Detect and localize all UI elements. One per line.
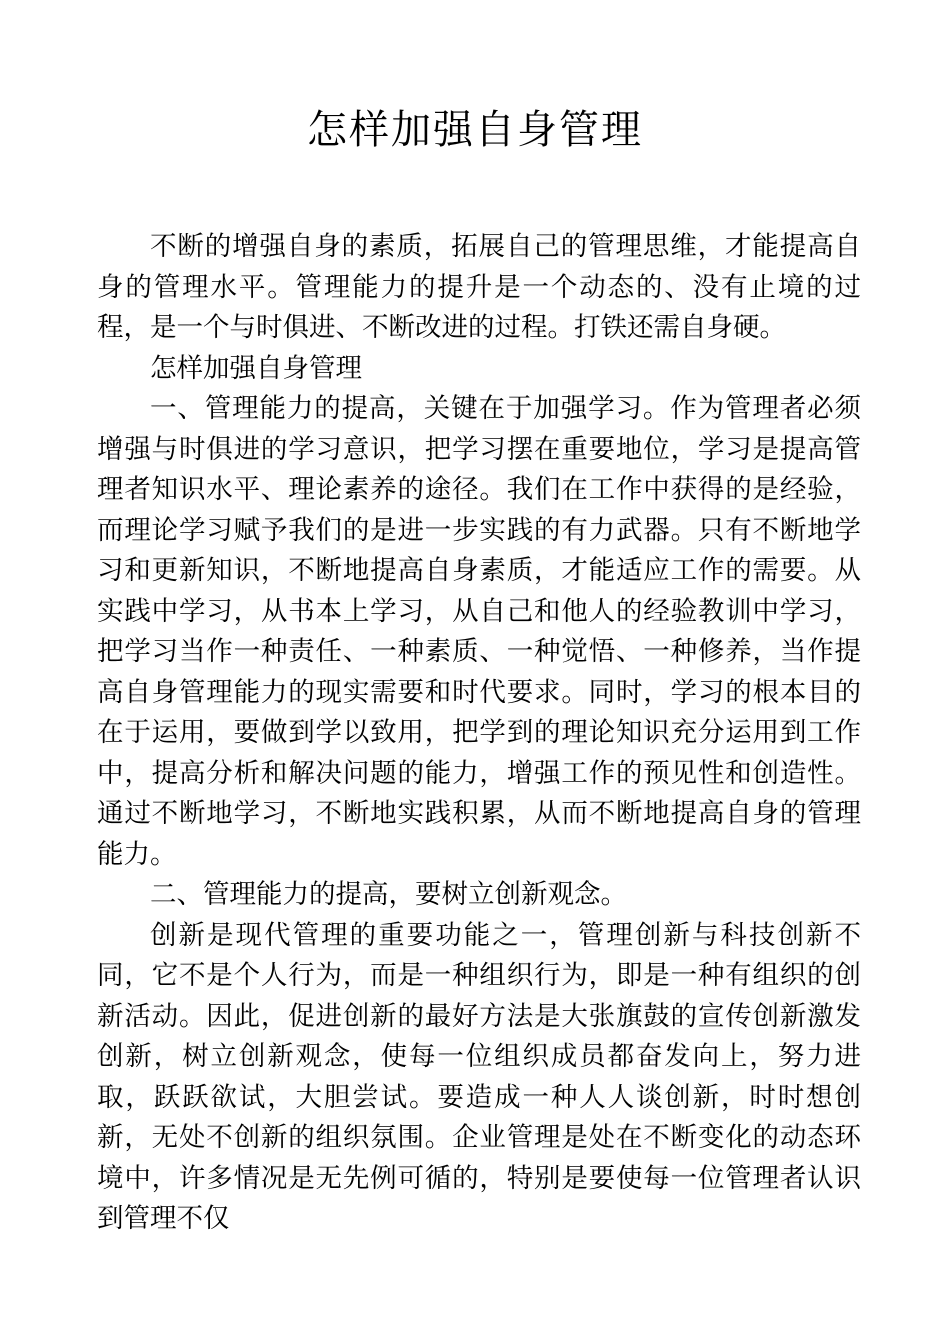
document-title: 怎样加强自身管理 <box>307 107 643 153</box>
paragraph-intro: 不断的增强自身的素质，拓展自己的管理思维，才能提高自身的管理水平。管理能力的提升是一个动态的、没有止境的过程，是一个与时俱进、不断改进的过程。打铁还需自身硬。 <box>97 231 861 343</box>
paragraph-subheading: 怎样加强自身管理 <box>150 352 362 384</box>
paragraph-section-two-heading: 二、管理能力的提高，要树立创新观念。 <box>150 879 627 910</box>
document-body <box>97 227 861 1240</box>
paragraph-section-one: 一、管理能力的提高，关键在于加强学习。作为管理者必须增强与时俱进的学习意识，把学习摆在重要地位，学习是提高管理者知识水平、理论素养的途径。我们在工作中获得的是经验，而理论学习赋予我们的是进一步实践的有力武器。只有不断地学习和更新知识，不断地提高自身素质，才能适应工作的需要。从实践中学习，从书本上学习，从自己和他人的经验教训中学习，把学习当作一种责任、一种素质、一种觉悟、一种修养，当作提高自身管理能力的现实需要和时代要求。同时，学习的根本目的在于运用，要做到学以致用，把学到的理论知识充分运用到工作中，提高分析和解决问题的能力，增强工作的预见性和创造性。通过不断地学习，不断地实践积累，从而不断地提高自身的管理能力。 <box>97 393 861 870</box>
paragraph-section-two-body: 创新是现代管理的重要功能之一，管理创新与科技创新不同，它不是个人行为，而是一种组织行为，即是一种有组织的创新活动。因此，促进创新的最好方法是大张旗鼓的宣传创新激发创新，树立创新观念，使每一位组织成员都奋发向上，努力进取，跃跃欲试，大胆尝试。要造成一种人人谈创新，时时想创新，无处不创新的组织氛围。企业管理是处在不断变化的动态环境中，许多情况是无先例可循的，特别是要使每一位管理者认识到管理不仅 <box>97 919 861 1234</box>
